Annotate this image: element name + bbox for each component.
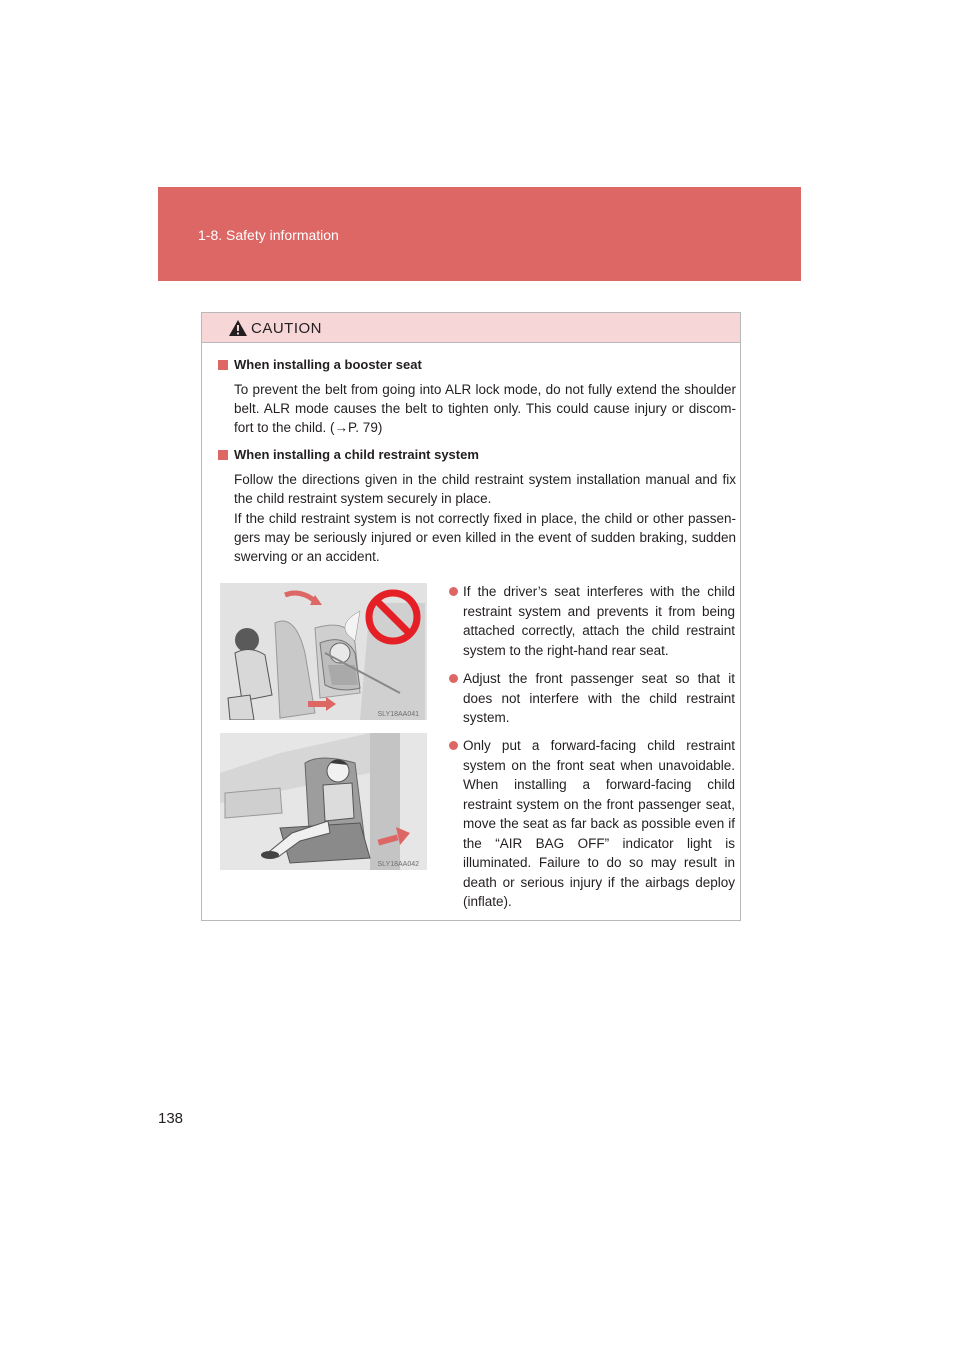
round-bullet-icon xyxy=(449,674,458,683)
caution-box xyxy=(201,312,741,921)
square-bullet-icon xyxy=(218,450,228,460)
illustration-forward-facing-seat xyxy=(220,733,427,870)
illustration-code: SLY18AA041 xyxy=(377,711,419,718)
illustration-code: SLY18AA042 xyxy=(377,861,419,868)
warning-triangle-icon xyxy=(228,319,248,337)
child-restraint-heading: When installing a child restraint system xyxy=(218,447,479,462)
page-number: 138 xyxy=(158,1110,184,1127)
section-title: 1-8. Safety information xyxy=(198,227,339,243)
square-bullet-icon xyxy=(218,360,228,370)
booster-seat-text: To prevent the belt from going into ALR lock mode, do not fully extend the shoulder belt. ALR mode causes the belt to tighten only. This could cause injury or discom-fort to the child. (→P. 79) xyxy=(234,382,736,435)
caution-label: CAUTION xyxy=(251,320,322,337)
no-entry-icon xyxy=(365,589,421,645)
header-band xyxy=(158,187,801,281)
booster-seat-heading: When installing a booster seat xyxy=(218,357,422,372)
bullet-item: If the driver’s seat interferes with the child restraint system and prevents it from being attached correctly, attach the child restraint system to the right-hand rear seat. xyxy=(450,582,735,660)
round-bullet-icon xyxy=(449,587,458,596)
child-restraint-text-1: Follow the directions given in the child restraint system installation manual and fix the child restraint system securely in place. xyxy=(234,472,736,506)
child-restraint-text-2: If the child restraint system is not correctly fixed in place, the child or other passen-gers may be seriously injured or even killed in the event of sudden braking, sudden swerving or an accident. xyxy=(234,511,736,564)
bullet-item: Only put a forward-facing child restraint system on the front seat when unavoidable. When installing a forward-facing child restraint system on the front passenger seat, move the seat as far back as possible even if the “AIR BAG OFF” indicator light is illuminated. Failure to do so may result in death or serious injury if the airbags deploy (inflate). xyxy=(450,736,735,912)
caution-header xyxy=(202,313,740,343)
bullet-item: Adjust the front passenger seat so that it does not interfere with the child restraint system. xyxy=(450,669,735,728)
round-bullet-icon xyxy=(449,741,458,750)
illustration-driver-seat-interference xyxy=(220,583,427,720)
